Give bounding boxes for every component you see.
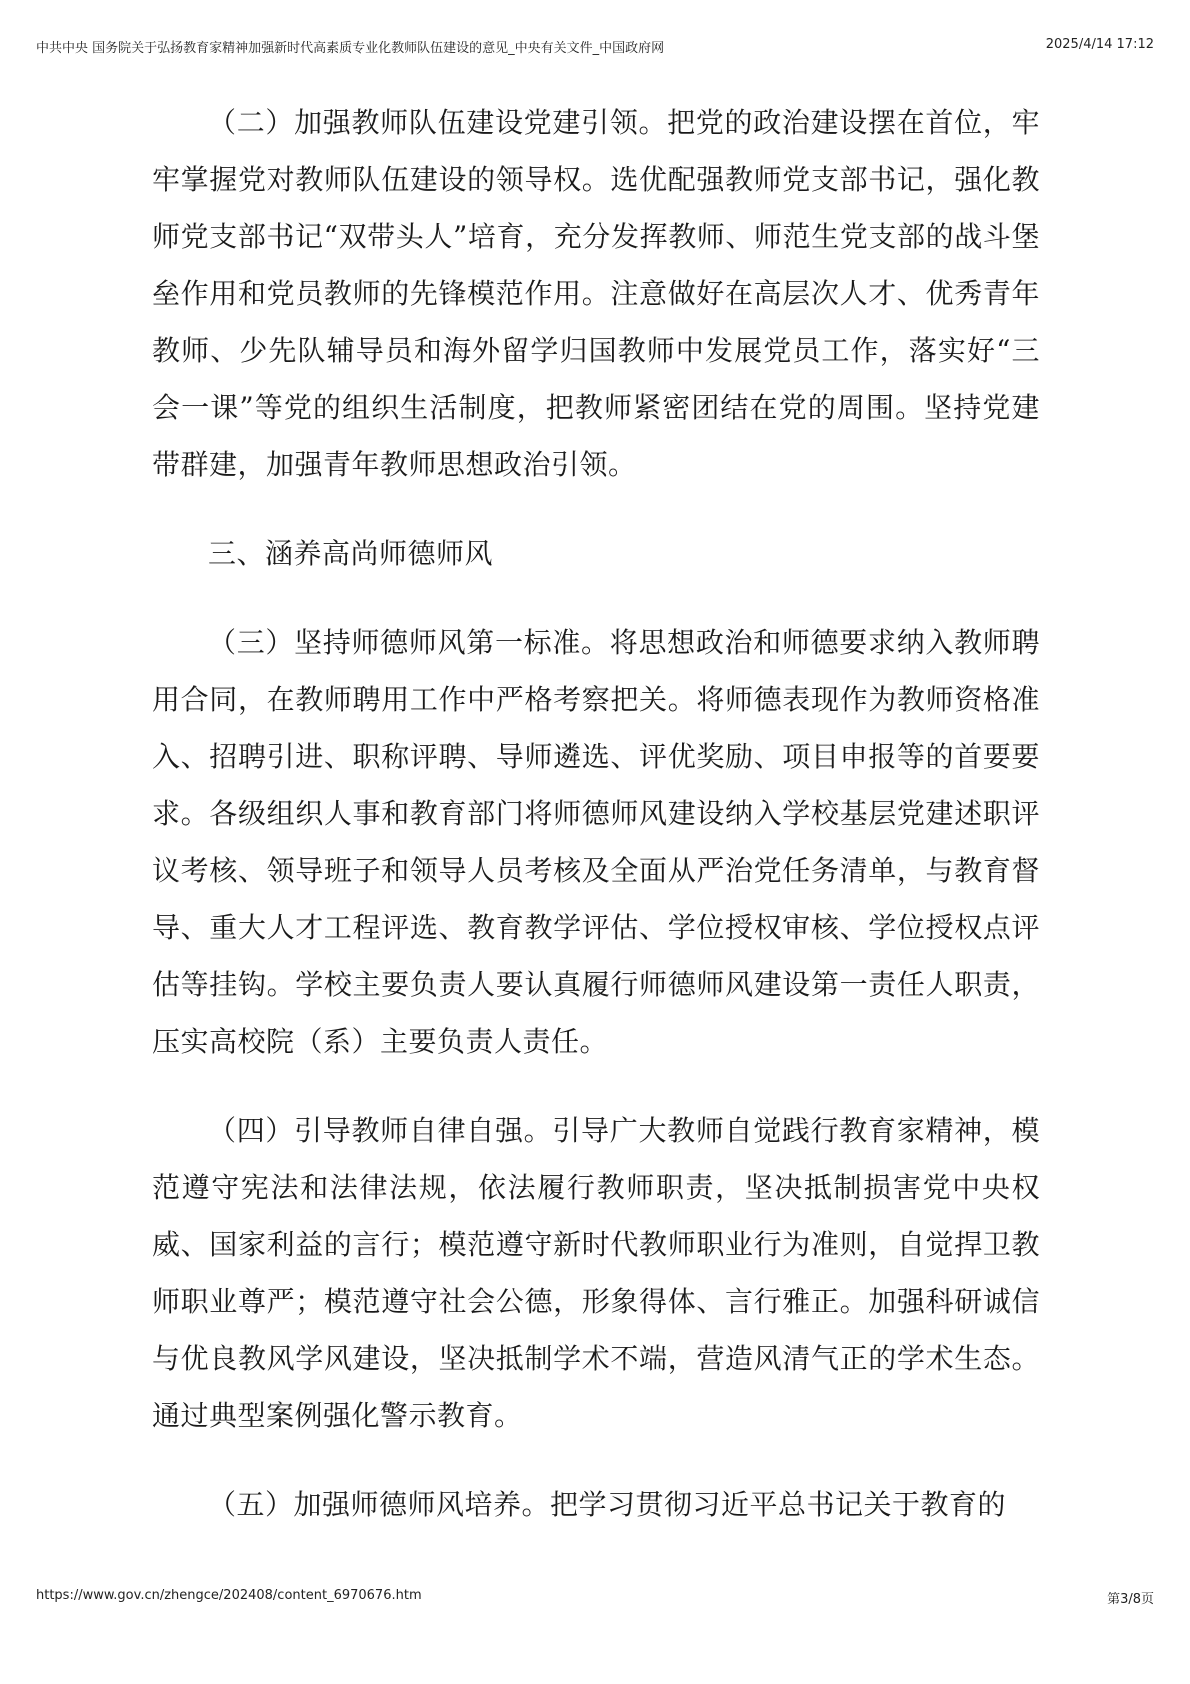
article-body xyxy=(152,94,1040,1565)
print-timestamp: 2025/4/14 17:12 xyxy=(1045,37,1154,52)
section-heading-3: 三、涵养高尚师德师风 xyxy=(208,537,494,570)
paragraph-5: （五）加强师德师风培养。把学习贯彻习近平总书记关于教育的 xyxy=(208,1488,1007,1521)
paragraph-4: （四）引导教师自律自强。引导广大教师自觉践行教育家精神，模范遵守宪法和法律法规，依法履行教师职责，坚决抵制损害党中央权威、国家利益的言行；模范遵守新时代教师职业行为准则，自觉捍卫教师职业尊严；模范遵守社会公德，形象得体、言行雅正。加强科研诚信与优良教风学风建设，坚决抵制学术不端，营造风清气正的学术生态。通过典型案例强化警示教育。 xyxy=(152,1114,1040,1432)
paragraph-2: （二）加强教师队伍建设党建引领。把党的政治建设摆在首位，牢牢掌握党对教师队伍建设的领导权。选优配强教师党支部书记，强化教师党支部书记“双带头人”培育，充分发挥教师、师范生党支部的战斗堡垒作用和党员教师的先锋模范作用。注意做好在高层次人才、优秀青年教师、少先队辅导员和海外留学归国教师中发展党员工作，落实好“三会一课”等党的组织生活制度，把教师紧密团结在党的周围。坚持党建带群建，加强青年教师思想政治引领。 xyxy=(152,106,1040,481)
print-header xyxy=(36,37,1154,56)
paragraph-3: （三）坚持师德师风第一标准。将思想政治和师德要求纳入教师聘用合同，在教师聘用工作中严格考察把关。将师德表现作为教师资格准入、招聘引进、职称评聘、导师遴选、评优奖励、项目申报等的首要要求。各级组织人事和教育部门将师德师风建设纳入学校基层党建述职评议考核、领导班子和领导人员考核及全面从严治党任务清单，与教育督导、重大人才工程评选、教育教学评估、学位授权审核、学位授权点评估等挂钩。学校主要负责人要认真履行师德师风建设第一责任人职责，压实高校院（系）主要负责人责任。 xyxy=(152,626,1040,1058)
document-title: 中共中央 国务院关于弘扬教育家精神加强新时代高素质专业化教师队伍建设的意见_中央有关文件_中国政府网 xyxy=(36,41,665,56)
print-footer xyxy=(36,1588,1154,1607)
page-indicator: 第3/8页 xyxy=(1107,1592,1154,1607)
page-url: https://www.gov.cn/zhengce/202408/content_6970676.htm xyxy=(36,1588,422,1603)
